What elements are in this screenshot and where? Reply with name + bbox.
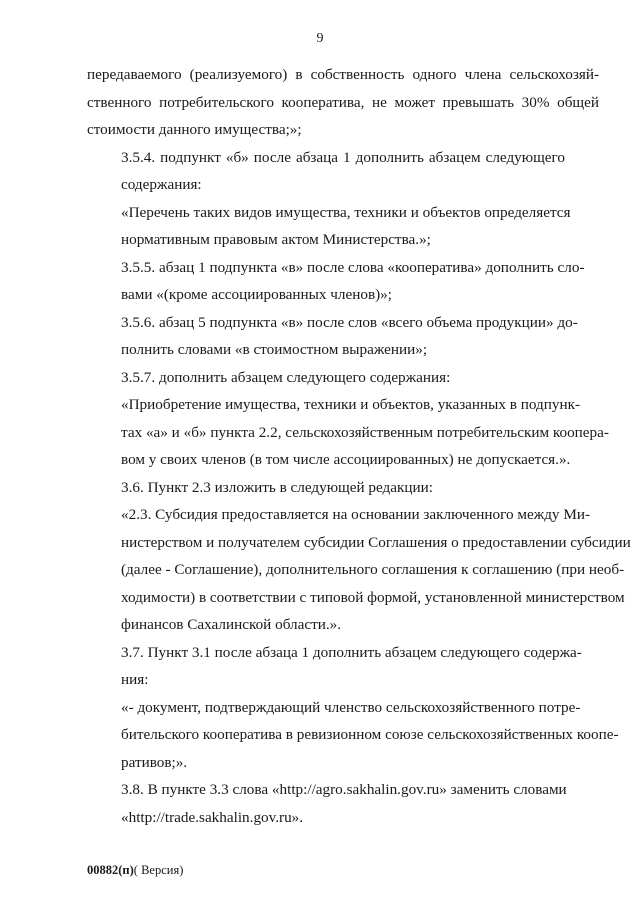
paragraph-3-7 (87, 639, 599, 694)
paragraph-quote-acquisition (87, 391, 609, 474)
document-code: 00882(п) (87, 863, 134, 877)
text-line: передаваемого (реализуемого) в собственность одного члена сельскохозяй- (87, 66, 599, 83)
text-line: ративов;». (121, 753, 188, 771)
paragraph-3-5-4 (87, 144, 599, 199)
paragraph-3-5-7 (87, 364, 599, 392)
text-line: «Приобретение имущества, техники и объектов, указанных в подпунк- (121, 396, 581, 413)
text-line: 3.8. В пункте 3.3 слова «http://agro.sakhalin.gov.ru» заменить словами (121, 781, 567, 798)
document-version: ( Версия) (133, 863, 184, 877)
paragraph-3-5-5 (87, 254, 599, 309)
text-line: 3.6. Пункт 2.3 изложить в следующей редакции: (121, 478, 434, 496)
text-line: 3.5.5. абзац 1 подпункта «в» после слова «кооператива» дополнить сло- (121, 258, 585, 276)
paragraph-quote-2-3 (87, 501, 631, 639)
paragraph-continuation (87, 61, 599, 144)
text-line: ственного потребительского кооператива, не может превышать 30% общей (87, 93, 599, 111)
document-body (87, 61, 631, 831)
text-line: ния: (121, 671, 149, 688)
paragraph-3-8 (87, 776, 599, 831)
text-line: нормативным правовым актом Министерства.»; (121, 231, 431, 248)
paragraph-3-6 (87, 474, 599, 502)
text-line: «2.3. Субсидия предоставляется на основании заключенного между Ми- (121, 506, 591, 523)
text-line: 3.5.6. абзац 5 подпункта «в» после слов «всего объема продукции» до- (121, 313, 578, 331)
text-line: «http://trade.sakhalin.gov.ru». (121, 808, 304, 826)
paragraph-quote-list (87, 199, 599, 254)
text-line: полнить словами «в стоимостном выражении»; (121, 341, 428, 358)
text-line: вом у своих членов (в том числе ассоциированных) не допускается.». (121, 451, 571, 468)
text-line: (далее - Соглашение), дополнительного соглашения к соглашению (при необ- (121, 561, 625, 578)
paragraph-3-5-6 (87, 309, 599, 364)
page-number: 9 (316, 31, 324, 46)
text-line: «- документ, подтверждающий членство сельскохозяйственного потре- (121, 698, 581, 716)
text-line: ходимости) в соответствии с типовой формой, установленной министерством (121, 588, 625, 606)
text-line: 3.7. Пункт 3.1 после абзаца 1 дополнить абзацем следующего содержа- (121, 643, 582, 661)
text-line: бительского кооператива в ревизионном союзе сельскохозяйственных коопе- (121, 726, 619, 743)
text-line: стоимости данного имущества;»; (87, 121, 302, 138)
text-line: тах «а» и «б» пункта 2.2, сельскохозяйственным потребительским коопера- (121, 423, 609, 441)
text-line: содержания: (121, 176, 202, 193)
document-footer (87, 863, 183, 878)
paragraph-quote-document (87, 694, 619, 777)
text-line: финансов Сахалинской области.». (121, 616, 342, 633)
text-line: 3.5.7. дополнить абзацем следующего содержания: (121, 368, 451, 386)
text-line: вами «(кроме ассоциированных членов)»; (121, 286, 392, 303)
text-line: 3.5.4. подпункт «б» после абзаца 1 дополнить абзацем следующего (121, 148, 565, 166)
text-line: «Перечень таких видов имущества, техники и объектов определяется (121, 203, 571, 221)
text-line: нистерством и получателем субсидии Соглашения о предоставлении субсидии (121, 533, 631, 551)
